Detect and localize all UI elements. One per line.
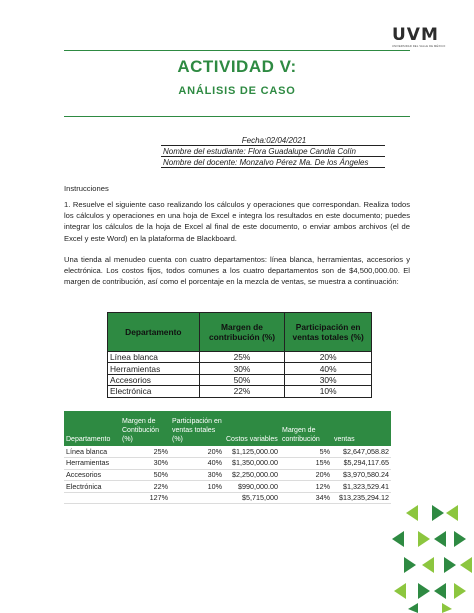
table-cell: 20%: [285, 352, 372, 363]
logo-subtitle: UNIVERSIDAD DEL VALLE DE MÉXICO: [392, 45, 446, 48]
triangle-shape: [422, 557, 434, 573]
triangle-shape: [434, 531, 446, 547]
table-cell: 12%: [280, 481, 332, 493]
table-row: [64, 446, 391, 458]
student-line: Nombre del estudiante: Flora Guadalupe Candia Colín: [161, 146, 385, 157]
table-cell: $5,715,000: [224, 492, 280, 504]
t2-header-margen: Margen de Contibución (%): [120, 411, 170, 446]
triangle-shape: [406, 505, 418, 521]
bottom-rule: [64, 116, 410, 117]
table-cell: Herramientas: [108, 363, 200, 374]
triangle-shape: [418, 583, 430, 599]
t2-header-margen-contribucion: Margen de contribución: [280, 411, 332, 446]
date-line: Fecha:02/04/2021: [161, 135, 385, 146]
table-cell: 10%: [170, 481, 224, 493]
instructions-item-1: 1. Resuelve el siguiente caso realizando los cálculos y operaciones que correspondan. Realiza todos los cálculos y operaciones en una hoja de Excel e integra los resultados en este documento; puedes integrar los cálculos de la hoja de Excel al final de este documento, o enviar ambos archivos (el de Excel y este Word) en la plataforma de Blackboard.: [64, 200, 410, 243]
table-cell: 127%: [120, 492, 170, 504]
table-row: [64, 481, 391, 493]
table-cell: 25%: [199, 352, 285, 363]
table-cell: 50%: [120, 469, 170, 481]
table-cell: 20%: [170, 446, 224, 458]
table-row: [108, 374, 372, 385]
table-cell: $5,294,117.65: [332, 458, 391, 470]
table-row: [64, 458, 391, 470]
table-cell: $13,235,294.12: [332, 492, 391, 504]
info-block: [161, 135, 385, 168]
table-cell: Línea blanca: [64, 446, 120, 458]
table-cell: $2,250,000.00: [224, 469, 280, 481]
table-cell: 25%: [120, 446, 170, 458]
table-cell: $1,125,000.00: [224, 446, 280, 458]
table-cell: 15%: [280, 458, 332, 470]
triangle-shape: [444, 557, 456, 573]
table-cell: 22%: [120, 481, 170, 493]
table-cell: Línea blanca: [108, 352, 200, 363]
table-row: [64, 469, 391, 481]
triangle-shape: [434, 583, 446, 599]
triangle-shape: [454, 531, 466, 547]
table-cell: Accesorios: [108, 374, 200, 385]
table-cell: $1,350,000.00: [224, 458, 280, 470]
table-row: [108, 386, 372, 397]
table-cell: Electrónica: [108, 386, 200, 397]
triangle-shape: [392, 531, 404, 547]
table-cell: $3,970,580.24: [332, 469, 391, 481]
triangle-shape: [442, 603, 452, 613]
t1-header-participacion: Participación en ventas totales (%): [285, 313, 372, 352]
t1-header-departamento: Departamento: [108, 313, 200, 352]
table-total-row: [64, 492, 391, 504]
table-cell: 40%: [285, 363, 372, 374]
triangle-shape: [454, 583, 466, 599]
t1-header-margen: Margen de contribución (%): [199, 313, 285, 352]
table-cell: 34%: [280, 492, 332, 504]
triangle-shape: [446, 505, 458, 521]
table-cell: 30%: [120, 458, 170, 470]
triangle-shape: [432, 505, 444, 521]
table-cell: [170, 492, 224, 504]
table-cell: Electrónica: [64, 481, 120, 493]
table-cell: 10%: [285, 386, 372, 397]
table-cell: 5%: [280, 446, 332, 458]
table-cell: 50%: [199, 374, 285, 385]
teacher-line: Nombre del docente: Monzalvo Pérez Ma. De los Ángeles: [161, 157, 385, 168]
table-cell: [64, 492, 120, 504]
table-cell: Accesorios: [64, 469, 120, 481]
table-cell: 20%: [280, 469, 332, 481]
instructions-heading: Instrucciones: [64, 184, 109, 193]
uvm-logo: [392, 26, 450, 48]
top-rule: [64, 50, 410, 51]
table-cell: $990,000.00: [224, 481, 280, 493]
table-cell: Herramientas: [64, 458, 120, 470]
t2-header-ventas: ventas: [332, 411, 391, 446]
results-table: [64, 411, 391, 504]
table-cell: $2,647,058.82: [332, 446, 391, 458]
table-cell: 30%: [285, 374, 372, 385]
triangle-shape: [394, 583, 406, 599]
page-title: ACTIVIDAD V:: [177, 57, 297, 76]
table-cell: 22%: [199, 386, 285, 397]
t2-header-departamento: Departamento: [64, 411, 120, 446]
triangle-shape: [408, 603, 418, 613]
decorative-triangles: [388, 505, 474, 613]
page-subtitle: ANÁLISIS DE CASO: [178, 85, 296, 97]
triangle-shape: [460, 557, 472, 573]
contribution-table: [107, 312, 372, 398]
triangle-shape: [418, 531, 430, 547]
case-paragraph: Una tienda al menudeo cuenta con cuatro departamentos: línea blanca, herramientas, accesorios y electrónica. Los costos fijos, todos comunes a los cuatro departamentos son de $4,500,000.00. El margen de contribución, así como el porcentaje en la mezcla de ventas, se muestra a continuación:: [64, 255, 410, 287]
table-cell: $1,323,529.41: [332, 481, 391, 493]
t2-header-participacion: Participación en ventas totales (%): [170, 411, 224, 446]
table-cell: 40%: [170, 458, 224, 470]
table-cell: 30%: [170, 469, 224, 481]
t2-header-costos: Costos variables: [224, 411, 280, 446]
triangle-shape: [404, 557, 416, 573]
table-row: [108, 352, 372, 363]
table-row: [108, 363, 372, 374]
table-cell: 30%: [199, 363, 285, 374]
logo-name: UVM: [392, 25, 439, 45]
